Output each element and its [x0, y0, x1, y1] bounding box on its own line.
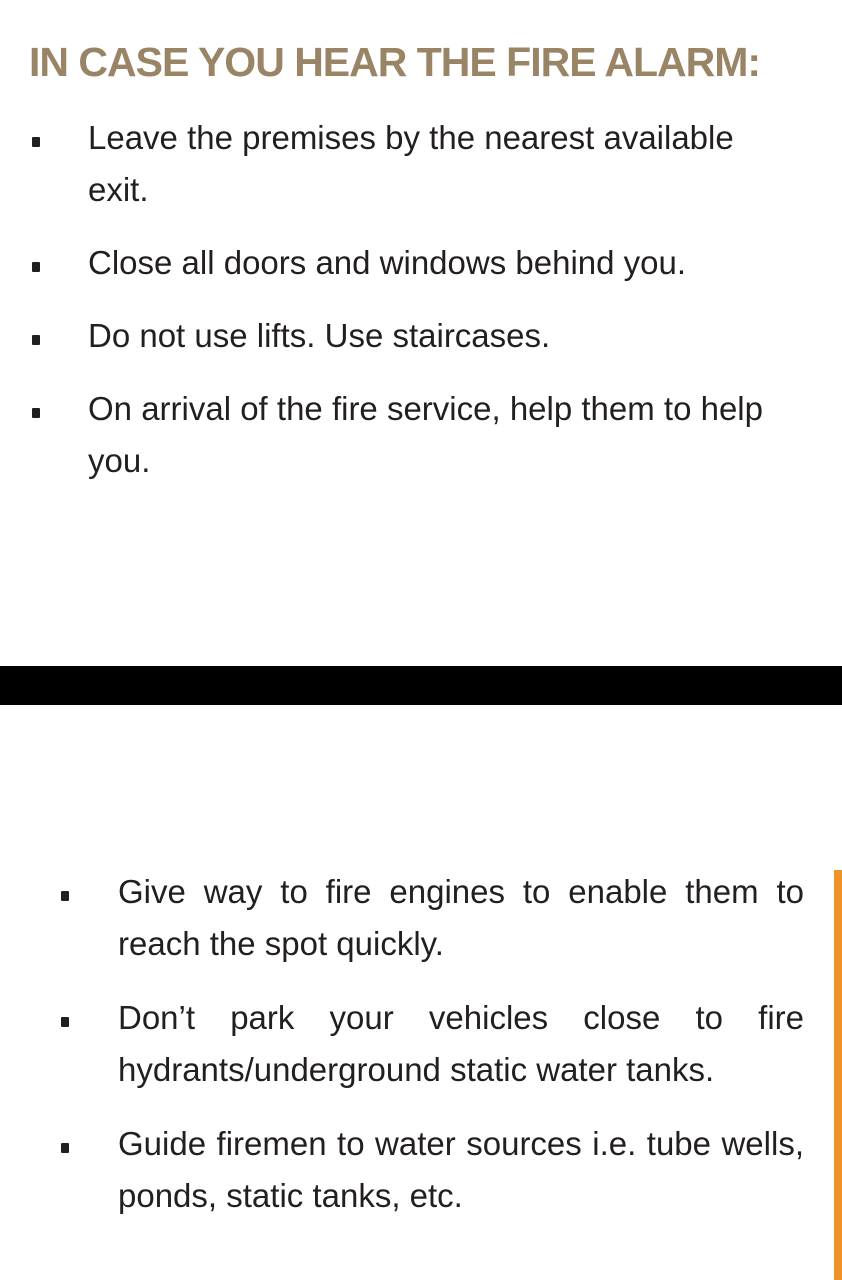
list-item-text: Do not use lifts. Use staircases. — [88, 317, 551, 354]
bullet-icon — [32, 262, 40, 272]
section-heading: IN CASE YOU HEAR THE FIRE ALARM: — [29, 39, 761, 85]
bullet-icon — [32, 335, 40, 345]
page-divider — [0, 666, 842, 705]
list-item-text: Give way to fire engines to enable them to reach the spot quickly. — [118, 873, 804, 962]
bullet-icon — [32, 137, 40, 147]
bullet-icon — [61, 891, 69, 901]
list-item-text: Don’t park your vehicles close to fire hydrants/underground static water tanks. — [118, 999, 804, 1088]
bullet-icon — [61, 1017, 69, 1027]
list-item — [0, 112, 788, 216]
fire-service-guidance-list — [0, 866, 842, 1244]
list-item-text: Close all doors and windows behind you. — [88, 244, 687, 281]
list-item — [0, 992, 804, 1096]
list-item — [0, 866, 804, 970]
list-item — [0, 310, 788, 362]
bullet-icon — [32, 408, 40, 418]
bullet-icon — [61, 1143, 69, 1153]
list-item-text: Leave the premises by the nearest available exit. — [88, 119, 734, 208]
list-item — [0, 1118, 804, 1222]
fire-alarm-instructions-list — [0, 112, 842, 508]
list-item — [0, 383, 788, 487]
list-item-text: Guide firemen to water sources i.e. tube wells, ponds, static tanks, etc. — [118, 1125, 804, 1214]
list-item — [0, 237, 788, 289]
list-item-text: On arrival of the fire service, help them to help you. — [88, 390, 763, 479]
